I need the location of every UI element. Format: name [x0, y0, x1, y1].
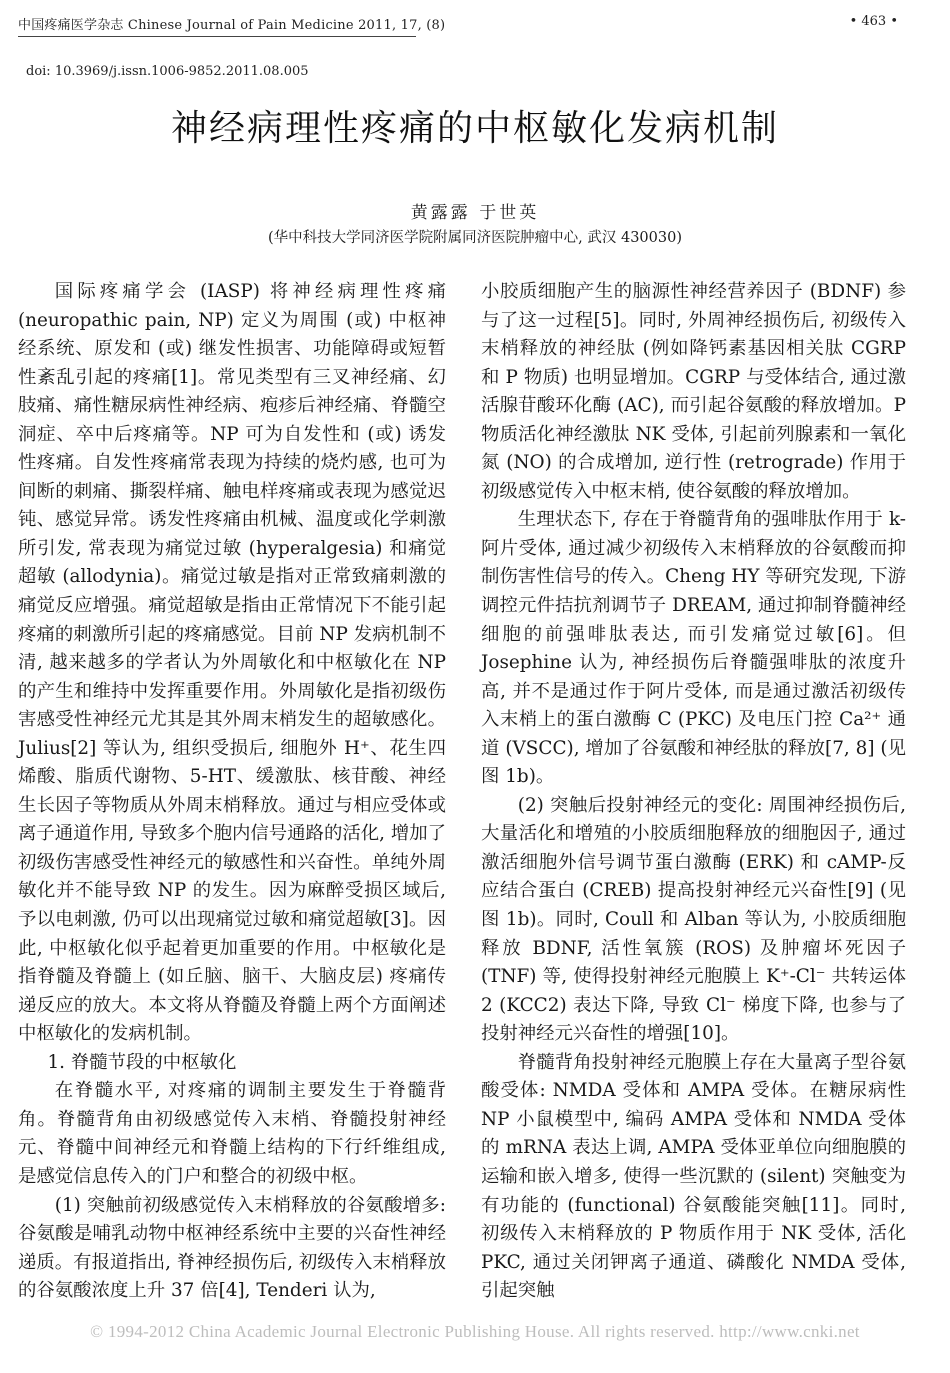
- paragraph-spinal: 在脊髓水平, 对疼痛的调制主要发生于脊髓背角。脊髓背角由初级感觉传入末梢、脊髓投射神经元、脊髓中间神经元和脊髓上结构的下行纤维组成, 是感觉信息传入的门户和整合的初级中枢。: [18, 1080, 446, 1187]
- section-heading-1: 1. 脊髓节段的中枢敏化: [47, 1051, 237, 1073]
- doi-line: doi: 10.3969/j.issn.1006-9852.2011.08.005: [26, 64, 309, 79]
- paragraph-receptors: 脊髓背角投射神经元胞膜上存在大量离子型谷氨酸受体: NMDA 受体和 AMPA 受体。在糖尿病性 NP 小鼠模型中, 编码 AMPA 受体和 NMDA 受体的 mRNA 表达上调, AMPA 受体亚单位向细胞膜的运输和嵌入增多, 使得一些沉默的 (silent) 突触变为有功能的 (functional) 谷氨酸能突触[11]。同时, 初级传入末梢释放的 P 物质作用于 NK 受体, 活化 PKC, 通过关闭钾离子通道、磷酸化 NMDA 受体, 引起突触: [481, 1051, 906, 1302]
- left-column: [18, 278, 446, 1306]
- paragraph-dynorphin: 生理状态下, 存在于脊髓背角的强啡肽作用于 k-阿片受体, 通过减少初级传入末梢释放的谷氨酸而抑制伤害性信号的传入。Cheng HY 等研究发现, 下游调控元件拮抗剂调节子 DREAM, 通过抑制脊髓神经细胞的前强啡肽表达, 而引发痛觉过敏[6]。但 Josephine 认为, 神经损伤后脊髓强啡肽的浓度升高, 并不是通过作于阿片受体, 而是通过激活初级传入末梢上的蛋白激酶 C (PKC) 及电压门控 Ca²⁺ 通道 (VSCC), 增加了谷氨酸和神经肽的释放[7, 8] (见图 1b)。: [481, 509, 906, 788]
- right-column: [481, 278, 906, 1306]
- paragraph-presynaptic: (1) 突触前初级感觉传入末梢释放的谷氨酸增多: 谷氨酸是哺乳动物中枢神经系统中主要的兴奋性神经递质。有报道指出, 脊神经损伤后, 初级传入末梢释放的谷氨酸浓度上升 37 倍[4], Tenderi 认为,: [18, 1194, 446, 1302]
- copyright-watermark: © 1994-2012 China Academic Journal Electronic Publishing House. All rights reserved. http://www.cnki.net: [90, 1322, 860, 1341]
- paragraph-postsynaptic: (2) 突触后投射神经元的变化: 周围神经损伤后, 大量活化和增殖的小胶质细胞释放的细胞因子, 通过激活细胞外信号调节蛋白激酶 (ERK) 和 cAMP-反应结合蛋白 (CREB) 提高投射神经元兴奋性[9] (见图 1b)。同时, Coull 和 Alban 等认为, 小胶质细胞释放 BDNF, 活性氧簇 (ROS) 及肿瘤坏死因子 (TNF) 等, 使得投射神经元胞膜上 K⁺-Cl⁻ 共转运体 2 (KCC2) 表达下降, 导致 Cl⁻ 梯度下降, 也参与了投射神经元兴奋性的增强[10]。: [481, 794, 906, 1045]
- paragraph-continued: 小胶质细胞产生的脑源性神经营养因子 (BDNF) 参与了这一过程[5]。同时, 外周神经损伤后, 初级传入末梢释放的神经肽 (例如降钙素基因相关肽 CGRP 和 P 物质) 也明显增加。CGRP 与受体结合, 通过激活腺苷酸环化酶 (AC), 而引起谷氨酸的释放增加。P 物质活化神经激肽 NK 受体, 引起前列腺素和一氧化氮 (NO) 的合成增加, 逆行性 (retrograde) 作用于初级感觉传入中枢末梢, 使谷氨酸的释放增加。: [481, 281, 906, 502]
- journal-header: 中国疼痛医学杂志 Chinese Journal of Pain Medicine 2011, 17, (8): [18, 18, 446, 33]
- article-title: 神经病理性疼痛的中枢敏化发病机制: [170, 108, 779, 149]
- page-number: • 463 •: [849, 14, 898, 29]
- header-divider: [18, 36, 416, 37]
- paragraph-intro: 国际疼痛学会 (IASP) 将神经病理性疼痛 (neuropathic pain, NP) 定义为周围 (或) 中枢神经系统、原发和 (或) 继发性损害、功能障碍或短暂性紊乱引起的疼痛[1]。常见类型有三叉神经痛、幻肢痛、痛性糖尿病性神经病、疱疹后神经痛、脊髓空洞症、卒中后疼痛等。NP 可为自发性和 (或) 诱发性疼痛。自发性疼痛常表现为持续的烧灼感, 也可为间断的刺痛、撕裂样痛、触电样疼痛或表现为感觉迟钝、感觉异常。诱发性疼痛由机械、温度或化学刺激所引发, 常表现为痛觉过敏 (hyperalgesia) 和痛觉超敏 (allodynia)。痛觉过敏是指对正常致痛刺激的痛觉反应增强。痛觉超敏是指由正常情况下不能引起疼痛的刺激所引起的疼痛感觉。目前 NP 发病机制不清, 越来越多的学者认为外周敏化和中枢敏化在 NP 的产生和维持中发挥重要作用。外周敏化是指初级伤害感受性神经元尤其是其外周末梢发生的超敏感化。Julius[2] 等认为, 组织受损后, 细胞外 H⁺、花生四烯酸、脂质代谢物、5-HT、缓激肽、核苷酸、神经生长因子等物质从外周末梢释放。通过与相应受体或离子通道作用, 导致多个胞内信号通路的活化, 增加了初级伤害感受性神经元的敏感性和兴奋性。单纯外周敏化并不能导致 NP 的发生。因为麻醉受损区域后, 予以电刺激, 仍可以出现痛觉过敏和痛觉超敏[3]。因此, 中枢敏化似乎起着更加重要的作用。中枢敏化是指脊髓及脊髓上 (如丘脑、脑干、大脑皮层) 疼痛传递反应的放大。本文将从脊髓及脊髓上两个方面阐述中枢敏化的发病机制。: [18, 281, 446, 1045]
- article-authors: 黄露露 于世英: [410, 203, 540, 223]
- article-affiliation: (华中科技大学同济医学院附属同济医院肿瘤中心, 武汉 430030): [268, 230, 682, 246]
